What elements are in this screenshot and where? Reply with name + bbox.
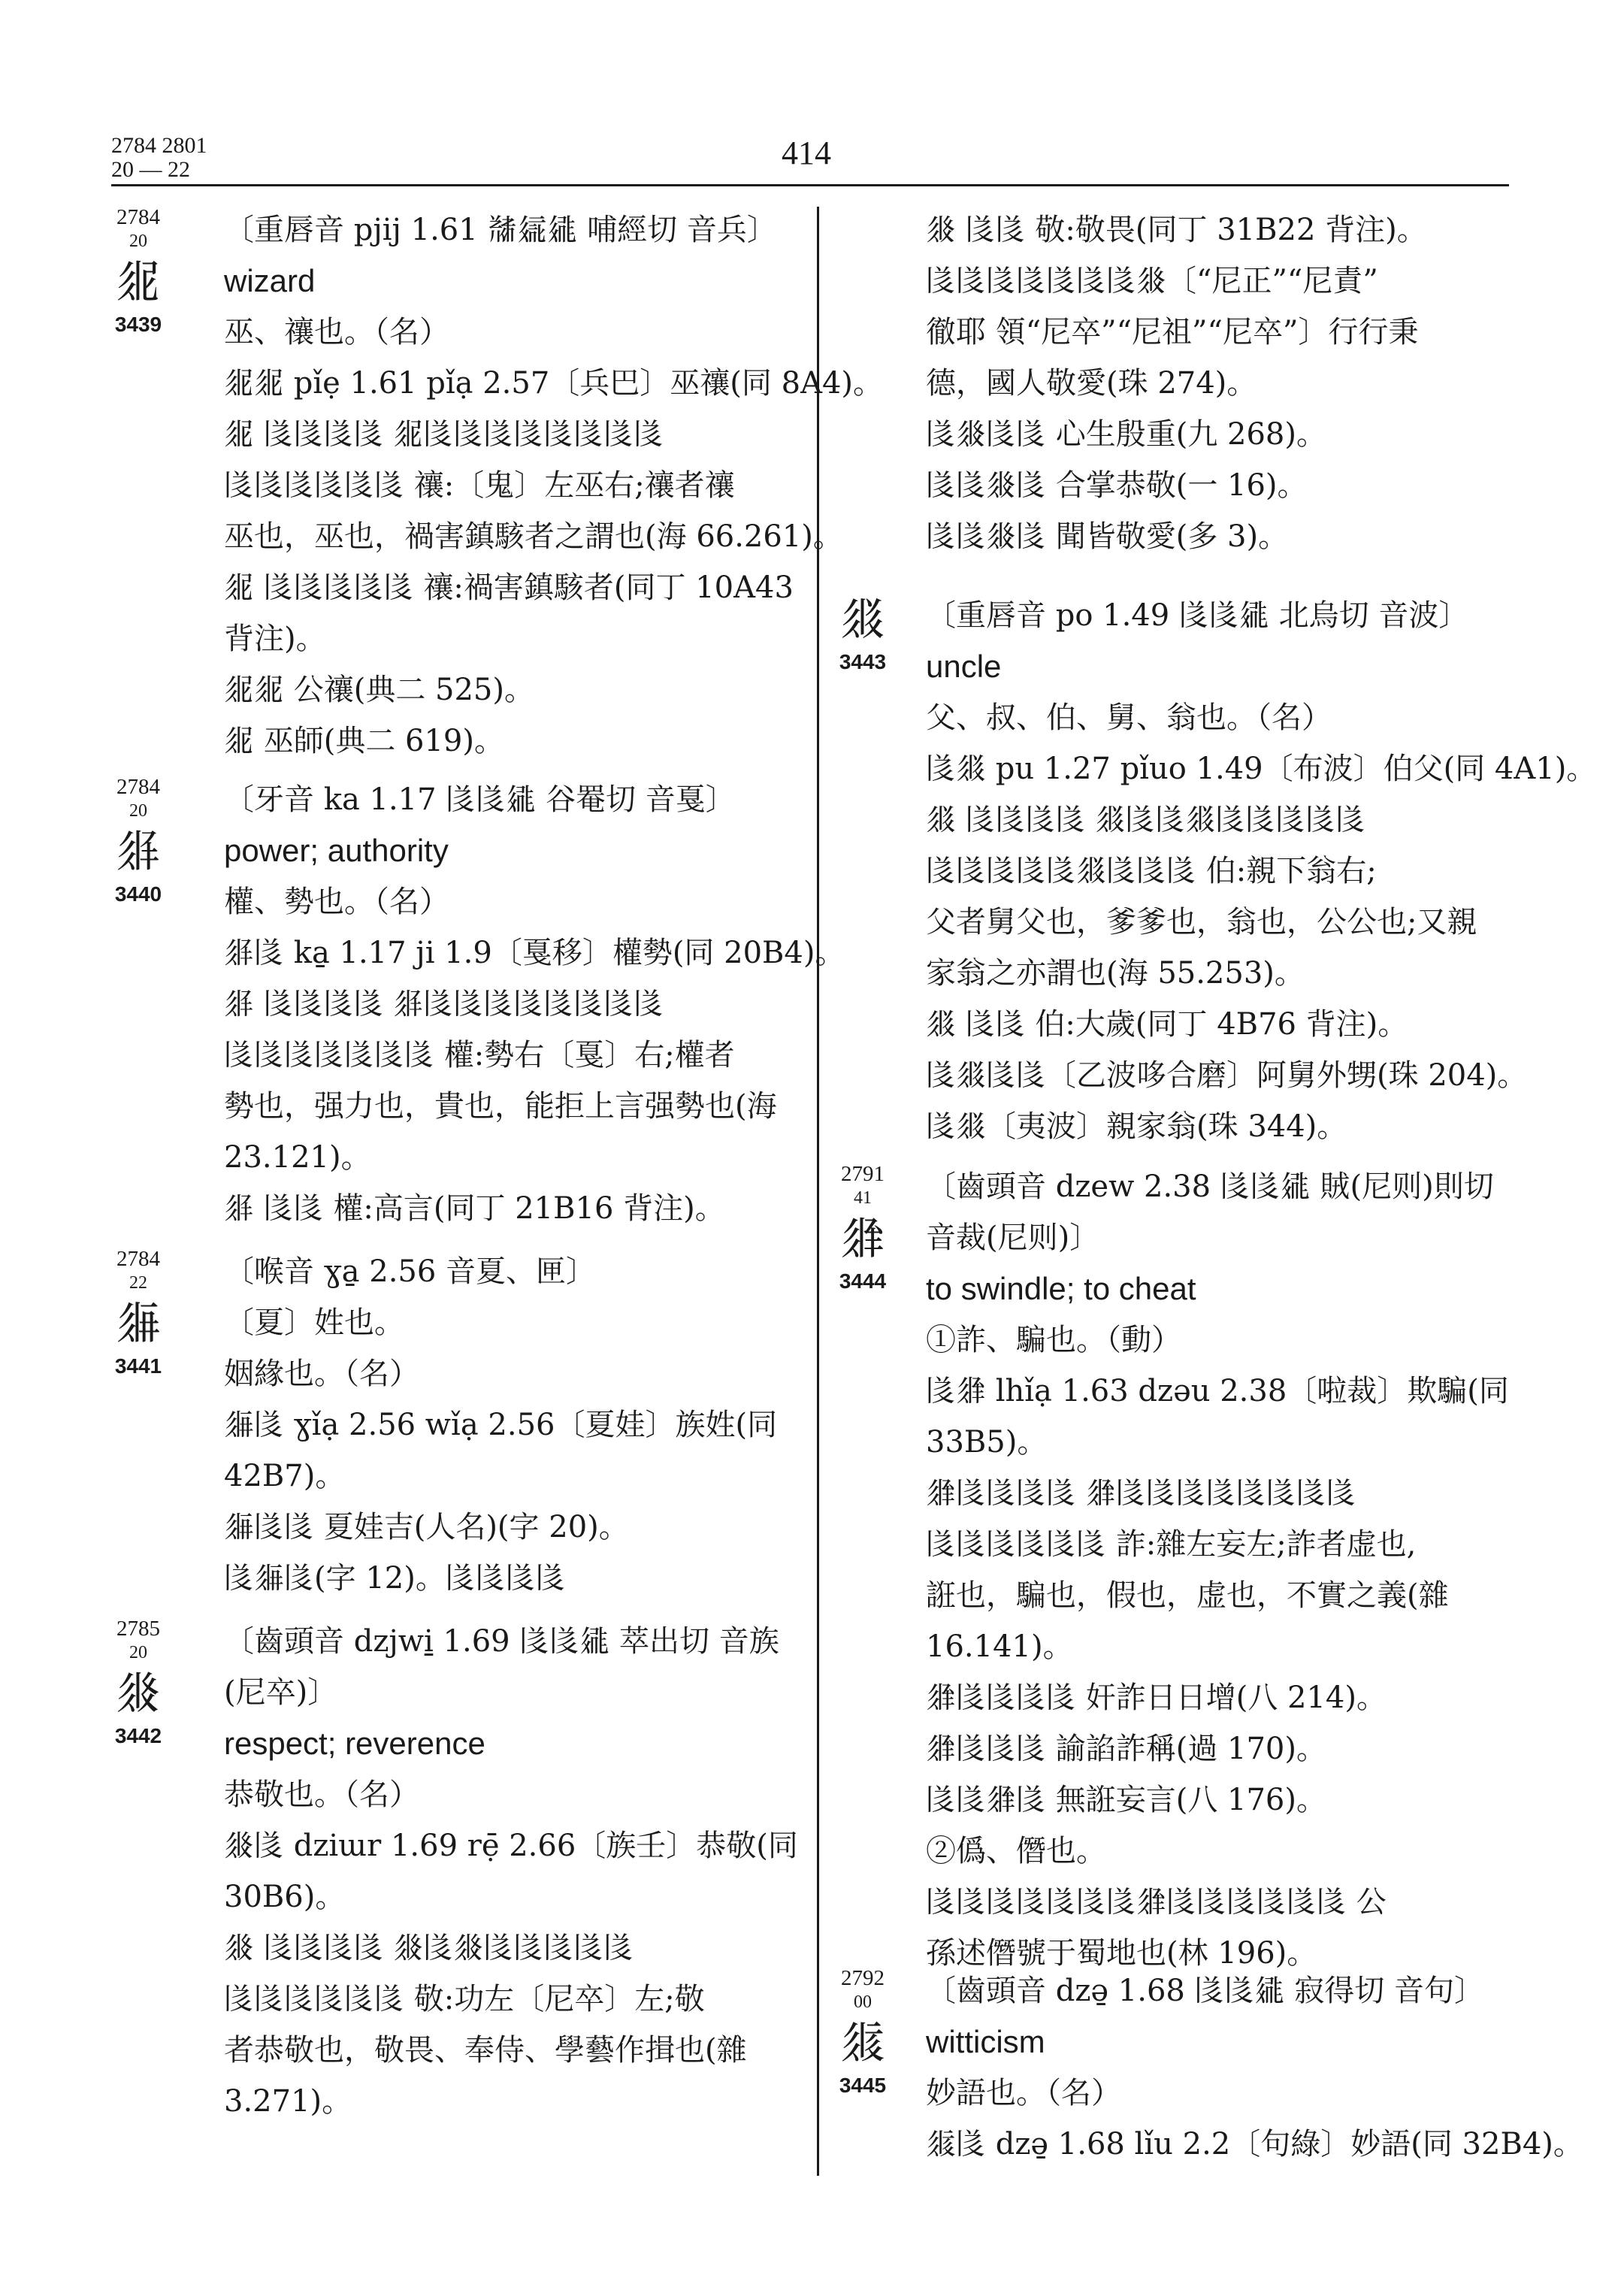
entry-line: 誑也，騙也，假也，虚也，不實之義(雜 <box>926 1578 1449 1613</box>
entry-line: 𗁅𗼍𗁅𗁅 心生殷重(九 268)。 <box>926 417 1326 452</box>
entry-gloss-english: to swindle; to cheat <box>926 1271 1196 1306</box>
entry-line: 姻緣也。（名） <box>224 1357 419 1391</box>
entry-line: 𗼏𗁅𗁅𗁅 諭諂詐稱(過 170)。 <box>926 1732 1326 1766</box>
entry-line: 〔齒頭音 dzew 2.38 𗁅𗁅𗧓 賊(尼则)則切 <box>926 1169 1494 1204</box>
entry-code: 2792 <box>841 1966 885 1990</box>
entry-number: 3442 <box>114 1724 162 1747</box>
entry-line: 𗼋 𗁅𗁅 權:高言(同丁 21B16 背注)。 <box>224 1191 725 1226</box>
entry-subcode: 41 <box>854 1188 872 1208</box>
entry-line: 𗼊𗼊 公禳(典二 525)。 <box>224 673 534 707</box>
entry-line: 巫、禳也。（名） <box>224 315 449 349</box>
page-header-codes <box>111 134 207 182</box>
entry-line: 父者舅父也，爹爹也，翁也，公公也;又親 <box>926 905 1477 939</box>
entry-line: 勢也，强力也，貴也，能拒上言强勢也(海 <box>224 1089 777 1124</box>
entry-gutter <box>836 1965 926 2099</box>
entry-line: 𗼊 𗁅𗁅𗁅𗁅 𗼊𗁅𗁅𗁅𗁅𗁅𗁅𗁅𗁅 <box>224 417 664 452</box>
entry-line: 〔齒頭音 dzə̱ 1.68 𗁅𗁅𗧓 寂得切 音句〕 <box>926 1974 1484 2008</box>
entry-body <box>224 774 845 1234</box>
entry-line: 𗼊 巫師(典二 619)。 <box>224 724 504 758</box>
entry-number: 3440 <box>114 882 162 906</box>
entry-line: 𗁅𗼏 lhǐạ 1.63 dzəu 2.38〔啦裁〕欺騙(同 <box>926 1374 1509 1408</box>
entry-line: 𗁅𗼎〔夷波〕親家翁(珠 344)。 <box>926 1109 1347 1144</box>
entry-gloss-english: witticism <box>926 2024 1045 2059</box>
entry-line: 𗼊 𗁅𗁅𗁅𗁅𗁅 禳:禍害鎮駭者(同丁 10A43 <box>224 570 794 605</box>
entry-gutter <box>111 774 201 908</box>
entry-body <box>224 1246 799 1604</box>
entry-line: 〔齒頭音 dzjwi̱ 1.69 𗁅𗁅𗧓 萃出切 音族 <box>224 1624 779 1659</box>
column-divider <box>817 207 819 2176</box>
header-sub-range: 20 — 22 <box>111 157 190 182</box>
entry-gutter <box>836 590 926 676</box>
entry-line: 𗁅𗁅𗁅𗁅𗁅𗁅𗁅𗼍〔“尼正”“尼責” <box>926 264 1378 298</box>
entry-line: 〔重唇音 po 1.49 𗁅𗁅𗧓 北烏切 音波〕 <box>926 598 1469 633</box>
entry-code: 2784 <box>116 775 160 799</box>
entry-number: 3439 <box>114 313 162 336</box>
entry-line: 恭敬也。（名） <box>224 1777 419 1812</box>
entry-code: 2784 <box>116 205 160 229</box>
entry-line: 𗼏𗁅𗁅𗁅𗁅 𗼏𗁅𗁅𗁅𗁅𗁅𗁅𗁅𗁅 <box>926 1476 1356 1511</box>
entry-body <box>926 590 1597 1152</box>
entry-line: 23.121)。 <box>224 1140 371 1175</box>
entry-line: 者恭敬也，敬畏、奉侍、學藝作揖也(雜 <box>224 2033 747 2068</box>
entry-code: 2785 <box>116 1617 160 1641</box>
entry-line: 𗁅𗼎𗁅𗁅〔乙波哆合磨〕阿舅外甥(珠 204)。 <box>926 1058 1528 1093</box>
header-rule <box>111 184 1509 186</box>
entry-line: 巫也，巫也，禍害鎮駭者之謂也(海 66.261)。 <box>224 519 843 554</box>
entry-line: 𗼋𗁅 ka̱ 1.17 ji 1.9〔戛移〕權勢(同 20B4)。 <box>224 936 845 970</box>
entry-gloss-english: wizard <box>224 263 316 298</box>
entry-line: 音裁(尼则)〕 <box>926 1221 1100 1255</box>
entry-line: 妙語也。（名） <box>926 2076 1121 2110</box>
entry-body <box>926 1965 1583 2170</box>
entry-subcode: 20 <box>129 801 147 821</box>
entry-line: 𗼌𗁅𗁅 夏娃吉(人名)(字 20)。 <box>224 1510 629 1544</box>
entry-line: 𗁅𗁅𗁅𗁅𗁅𗁅𗁅𗼏𗁅𗁅𗁅𗁅𗁅𗁅 公 <box>926 1885 1387 1920</box>
entry-line: 𗼌𗁅 ɣǐạ 2.56 wǐạ 2.56〔夏娃〕族姓(同 <box>224 1408 778 1442</box>
entry-line: 16.141)。 <box>926 1629 1073 1664</box>
entry-line: 〔喉音 ɣa̱ 2.56 音夏、匣〕 <box>224 1254 597 1289</box>
entry-line: 3.271)。 <box>224 2084 352 2119</box>
entry-line: 𗁅𗁅𗼍𗁅 聞皆敬愛(多 3)。 <box>926 519 1289 554</box>
entry-line: 𗼋 𗁅𗁅𗁅𗁅 𗼋𗁅𗁅𗁅𗁅𗁅𗁅𗁅𗁅 <box>224 987 664 1021</box>
entry-line: 𗼍 𗁅𗁅 敬:敬畏(同丁 31B22 背注)。 <box>926 213 1427 247</box>
entry-line: 𗁅𗁅𗼏𗁅 無誑妄言(八 176)。 <box>926 1783 1326 1817</box>
tangut-headword: 𗼍 <box>116 1667 161 1720</box>
entry-line: 𗼎 𗁅𗁅 伯:大歲(同丁 4B76 背注)。 <box>926 1007 1408 1042</box>
entry-line: 〔重唇音 pjij 1.61 𘃟𗦇𗧓 哺經切 音兵〕 <box>224 213 777 247</box>
entry-body <box>224 1616 799 2127</box>
entry-line: 父、叔、伯、舅、翁也。（名） <box>926 700 1332 735</box>
entry-gutter <box>111 1246 201 1380</box>
entry-line: 𗼎 𗁅𗁅𗁅𗁅 𗼎𗁅𗁅𗼎𗁅𗁅𗁅𗁅𗁅 <box>926 803 1366 837</box>
tangut-headword: 𗼐 <box>840 2016 885 2069</box>
entry-subcode: 00 <box>854 1992 872 2012</box>
entry-subcode: 20 <box>129 231 147 251</box>
entry-line: 𗁅𗼌𗁅(字 12)。𗁅𗁅𗁅𗁅 <box>224 1561 566 1596</box>
entry-line: (尼卒)〕 <box>224 1675 338 1710</box>
entry-line: 權、勢也。（名） <box>224 885 449 919</box>
entry-line: 孫述僭號于蜀地也(林 196)。 <box>926 1936 1317 1971</box>
entry-subcode: 22 <box>129 1273 147 1293</box>
entry-code: 2791 <box>841 1162 885 1186</box>
entry-line: 𗼐𗁅 dzə̱ 1.68 lǐu 2.2〔句綠〕妙語(同 32B4)。 <box>926 2127 1583 2162</box>
tangut-headword: 𗼊 <box>116 256 161 308</box>
entry-line: 𗁅𗁅𗁅𗁅𗁅𗁅 敬:功左〔尼卒〕左;敬 <box>224 1982 705 2016</box>
tangut-headword: 𗼌 <box>116 1297 161 1350</box>
entry-gutter <box>111 204 201 338</box>
entry-gloss-english: power; authority <box>224 833 449 868</box>
entry-code: 2784 <box>116 1247 160 1271</box>
entry-line: ②僞、僭也。 <box>926 1834 1106 1868</box>
entry-line: 家翁之亦謂也(海 55.253)。 <box>926 956 1305 991</box>
tangut-headword: 𗼏 <box>840 1212 885 1265</box>
entry-line: 42B7)。 <box>224 1459 346 1493</box>
entry-body <box>926 1161 1512 1979</box>
entry-gutter <box>111 1616 201 1750</box>
entry-line: 𗁅𗁅𗼍𗁅 合掌恭敬(一 16)。 <box>926 468 1308 503</box>
entry-subcode: 20 <box>129 1643 147 1662</box>
entry-line: 𗼊𗼊 pǐẹ 1.61 pǐạ 2.57〔兵巴〕巫禳(同 8A4)。 <box>224 366 884 401</box>
entry-line: 𗁅𗁅𗁅𗁅𗁅𗁅 詐:雜左妄左;詐者虚也, <box>926 1527 1417 1562</box>
entry-gloss-english: respect; reverence <box>224 1726 485 1761</box>
entry-body <box>926 204 1512 562</box>
entry-gloss-english: uncle <box>926 649 1002 684</box>
entry-line: 𗼍 𗁅𗁅𗁅𗁅 𗼍𗁅𗼍𗁅𗁅𗁅𗁅𗁅 <box>224 1931 634 1965</box>
entry-line: 〔牙音 ka 1.17 𗁅𗁅𗧓 谷罨切 音戛〕 <box>224 782 736 817</box>
entry-line: 33B5)。 <box>926 1425 1048 1460</box>
entry-line: 徹耶 領“尼卒”“尼祖”“尼卒”〕行行秉 <box>926 315 1419 349</box>
tangut-headword: 𗼋 <box>116 825 161 878</box>
entry-line: ①詐、騙也。（動） <box>926 1323 1181 1357</box>
entry-gutter <box>836 1161 926 1295</box>
entry-line: 𗁅𗼎 pu 1.27 pǐuo 1.49〔布波〕伯父(同 4A1)。 <box>926 752 1597 786</box>
entry-number: 3443 <box>839 650 887 673</box>
entry-line: 𗼏𗁅𗁅𗁅𗁅 奸詐日日增(八 214)。 <box>926 1681 1387 1715</box>
header-code-range: 2784 2801 <box>111 133 207 158</box>
entry-line: 𗁅𗁅𗁅𗁅𗁅𗼎𗁅𗁅𗁅 伯:親下翁右; <box>926 854 1377 888</box>
entry-number: 3444 <box>839 1269 887 1293</box>
page-number: 414 <box>782 135 831 171</box>
entry-line: 30B6)。 <box>224 1880 346 1914</box>
entry-line: 𗁅𗁅𗁅𗁅𗁅𗁅 禳:〔鬼〕左巫右;禳者禳 <box>224 468 735 503</box>
entry-line: 背注)。 <box>224 622 326 656</box>
entry-line: 〔夏〕姓也。 <box>224 1305 404 1340</box>
entry-line: 𗁅𗁅𗁅𗁅𗁅𗁅𗁅 權:勢右〔戛〕右;權者 <box>224 1038 735 1072</box>
entry-number: 3441 <box>114 1354 162 1378</box>
entry-line: 𗼍𗁅 dziɯr 1.69 rẹ̄ 2.66〔族壬〕恭敬(同 <box>224 1829 798 1863</box>
entry-number: 3445 <box>839 2074 887 2097</box>
tangut-headword: 𗼎 <box>840 593 885 646</box>
entry-line: 德，國人敬愛(珠 274)。 <box>926 366 1257 401</box>
